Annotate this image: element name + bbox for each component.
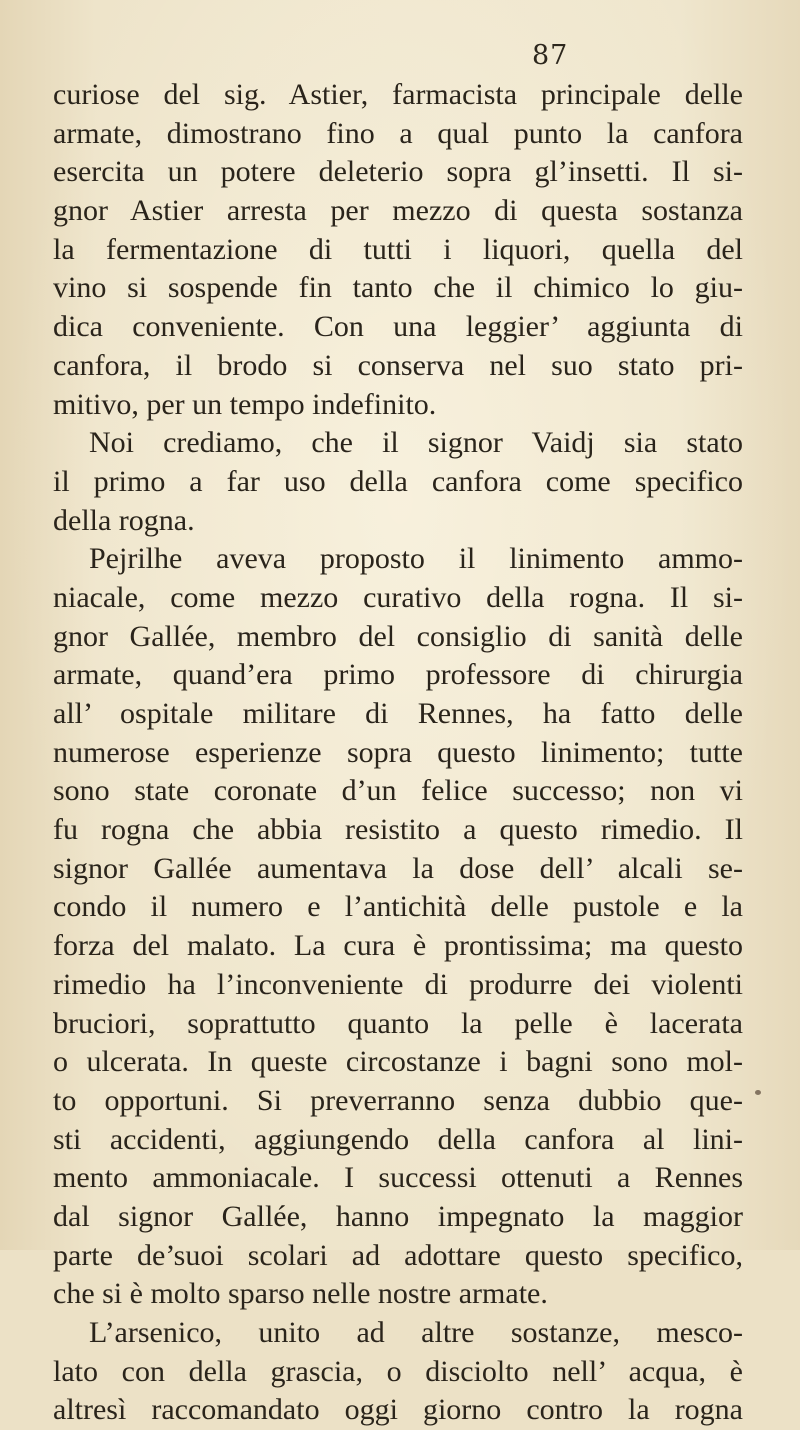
text-line: altresì raccomandato oggi giorno contro la rogna xyxy=(53,1393,743,1427)
paper-speck xyxy=(755,1090,761,1095)
text-line: signor Gallée aumentava la dose dell’ alcali se- xyxy=(53,851,743,885)
text-line: rimedio ha l’inconveniente di produrre dei violenti xyxy=(53,967,743,1001)
text-line: sono state coronate d’un felice successo; non vi xyxy=(53,774,743,808)
text-line: il primo a far uso della canfora come specifico xyxy=(53,464,743,498)
text-line: dica conveniente. Con una leggier’ aggiunta di xyxy=(53,310,743,344)
text-line: lato con della grascia, o disciolto nell’ acqua, è xyxy=(53,1354,743,1388)
text-line: della rogna. xyxy=(53,503,195,537)
text-line: forza del malato. La cura è prontissima; ma questo xyxy=(53,929,743,963)
text-line: gnor Astier arresta per mezzo di questa sostanza xyxy=(53,194,743,228)
text-line: to opportuni. Si preverranno senza dubbio que- xyxy=(53,1083,743,1117)
text-line: bruciori, soprattutto quanto la pelle è lacerata xyxy=(53,1006,743,1040)
text-line: L’arsenico, unito ad altre sostanze, mesco- xyxy=(89,1316,743,1349)
text-line: parte de’suoi scolari ad adottare questo specifico, xyxy=(53,1238,743,1272)
text-line: canfora, il brodo si conserva nel suo stato pri- xyxy=(53,348,743,382)
text-line: che si è molto sparso nelle nostre armate. xyxy=(53,1277,548,1311)
text-line: dal signor Gallée, hanno impegnato la maggior xyxy=(53,1199,743,1233)
text-line: condo il numero e l’antichità delle pustole e la xyxy=(53,890,743,924)
text-line: armate, quand’era primo professore di chirurgia xyxy=(53,658,743,692)
text-line: gnor Gallée, membro del consiglio di sanità delle xyxy=(53,619,743,653)
page-text xyxy=(53,76,743,1430)
text-line: niacale, come mezzo curativo della rogna. Il si- xyxy=(53,580,743,614)
text-line: mitivo, per un tempo indefinito. xyxy=(53,387,437,421)
text-line: fu rogna che abbia resistito a questo rimedio. Il xyxy=(53,813,743,847)
text-line: numerose esperienze sopra questo linimento; tutte xyxy=(53,735,743,769)
page-number: 87 xyxy=(532,40,569,71)
text-line: all’ ospitale militare di Rennes, ha fatto delle xyxy=(53,697,743,730)
text-line: Pejrilhe aveva proposto il linimento ammo- xyxy=(89,542,743,576)
text-line: esercita un potere deleterio sopra gl’insetti. Il si- xyxy=(53,155,743,189)
text-line: curiose del sig. Astier, farmacista principale delle xyxy=(53,78,743,111)
text-line: sti accidenti, aggiungendo della canfora al lini- xyxy=(53,1122,743,1156)
text-line: mento ammoniacale. I successi ottenuti a Rennes xyxy=(53,1161,743,1195)
text-line: la fermentazione di tutti i liquori, quella del xyxy=(53,232,743,266)
text-line: Noi crediamo, che il signor Vaidj sia stato xyxy=(89,426,743,460)
text-line: armate, dimostrano fino a qual punto la canfora xyxy=(53,116,743,150)
text-line: o ulcerata. In queste circostanze i bagni sono mol- xyxy=(53,1045,743,1079)
text-line: vino si sospende fin tanto che il chimico lo giu- xyxy=(53,271,743,305)
